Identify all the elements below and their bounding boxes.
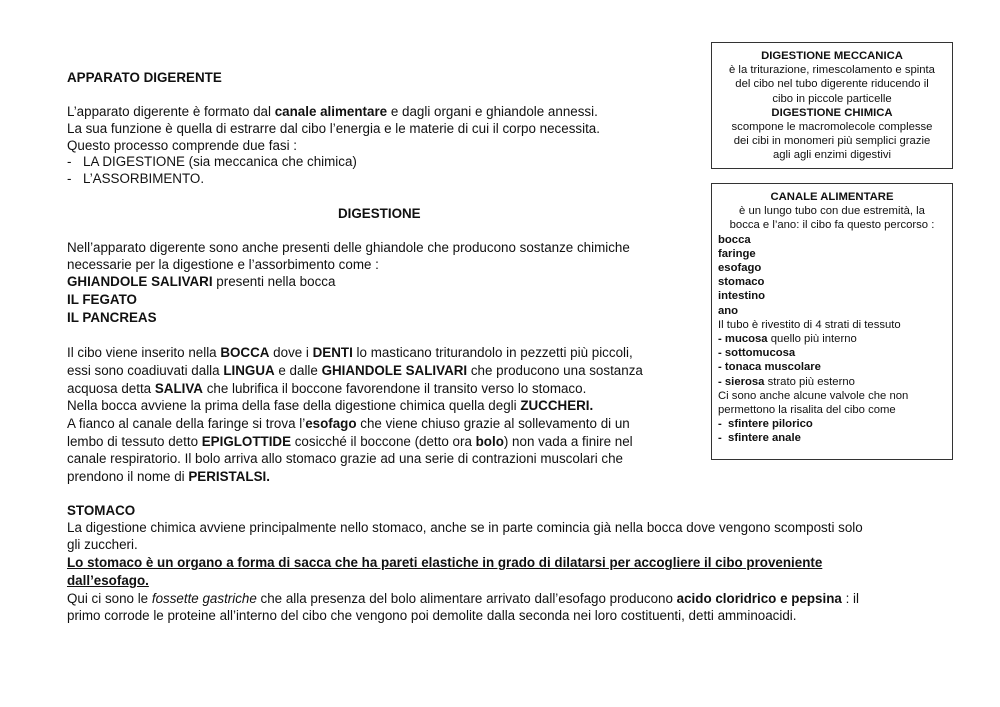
list-item: - LA DIGESTIONE (sia meccanica che chimica): [67, 154, 357, 169]
para-phases: Questo processo comprende due fasi :: [67, 138, 298, 153]
box-line: Ci sono anche alcune valvole che non: [718, 389, 909, 402]
stomaco-underlined: Lo stomaco è un organo a forma di sacca che ha pareti elastiche in grado di dilatarsi per accogliere il cibo proveniente: [67, 555, 823, 570]
stomaco-line: La digestione chimica avviene principalmente nello stomaco, anche se in parte comincia già nella bocca dove vengono scomposti solo: [67, 520, 863, 535]
organ-item: ano: [718, 304, 739, 317]
list-item: - L’ASSORBIMENTO.: [67, 171, 205, 186]
box-title: CANALE ALIMENTARE: [770, 191, 894, 203]
stomaco-line: gli zuccheri.: [67, 537, 138, 552]
box-title: DIGESTIONE CHIMICA: [771, 106, 893, 119]
organ-item: esofago: [718, 262, 762, 275]
box-canale-alimentare: [711, 183, 953, 460]
box-line: cibo in piccole particelle: [772, 92, 892, 105]
para-glands-1: Nell’apparato digerente sono anche presenti delle ghiandole che producono sostanze chimiche: [67, 240, 630, 255]
para-glands-2: necessarie per la digestione e l’assorbimento come :: [67, 257, 379, 272]
layer-item: - mucosa quello più interno: [718, 333, 857, 346]
box-digestione-types: [711, 42, 953, 169]
organ-item: bocca: [718, 233, 751, 246]
stomaco-underlined: dall’esofago.: [67, 573, 149, 588]
para-intro: L’apparato digerente è formato dal canale alimentare e dagli organi e ghiandole annessi.: [67, 104, 598, 119]
box-title: DIGESTIONE MECCANICA: [761, 50, 903, 62]
layer-item: - sierosa strato più esterno: [718, 375, 855, 388]
box-line: permettono la risalita del cibo come: [718, 404, 896, 417]
organ-item: intestino: [718, 290, 766, 303]
stomaco-line: Qui ci sono le fossette gastriche che alla presenza del bolo alimentare arrivato dall’esofago producono acido cloridrico e pepsina : il: [67, 591, 859, 606]
bocca-line: A fianco al canale della faringe si trova l’esofago che viene chiuso grazie al sollevamento di un: [67, 416, 630, 431]
bocca-line: lembo di tessuto detto EPIGLOTTIDE cosicché il boccone (detto ora bolo) non vada a finire nel: [67, 434, 633, 449]
layer-item: - sottomucosa: [718, 347, 796, 360]
title-digestione: DIGESTIONE: [338, 206, 421, 221]
box-line: dei cibi in monomeri più semplici grazie: [733, 135, 931, 148]
box-line: è un lungo tubo con due estremità, la: [739, 205, 925, 218]
gland-fegato: IL FEGATO: [67, 292, 137, 307]
bocca-line: canale respiratorio. Il bolo arriva allo stomaco grazie ad una serie di contrazioni muscolari che: [67, 451, 623, 466]
organ-item: stomaco: [718, 276, 765, 289]
bocca-line: Il cibo viene inserito nella BOCCA dove i DENTI lo masticano triturandolo in pezzetti più piccoli,: [67, 345, 633, 360]
layer-item: - tonaca muscolare: [718, 361, 821, 374]
title-stomaco: STOMACO: [67, 503, 136, 518]
bocca-line: prendono il nome di PERISTALSI.: [67, 469, 270, 484]
box-line: agli agli enzimi digestivi: [772, 149, 892, 162]
bocca-line: acquosa detta SALIVA che lubrifica il boccone favorendone il transito verso lo stomaco.: [67, 381, 587, 396]
box-line: scompone le macromolecole complesse: [731, 121, 933, 134]
bocca-line: essi sono coadiuvati dalla LINGUA e dalle GHIANDOLE SALIVARI che producono una sostanza: [67, 363, 643, 378]
stomaco-line: primo corrode le proteine all’interno del cibo che vengono poi demolite dalla seconda nei loro costituenti, detti amminoacidi.: [67, 608, 797, 623]
para-function: La sua funzione è quella di estrarre dal cibo l’energia e le materie di cui il corpo necessita.: [67, 121, 600, 136]
gland-salivari: GHIANDOLE SALIVARI presenti nella bocca: [67, 274, 336, 289]
valve-item: - sfintere anale: [718, 432, 801, 445]
box-line: Il tubo è rivestito di 4 strati di tessuto: [718, 318, 901, 331]
bocca-line: Nella bocca avviene la prima della fase della digestione chimica quella degli ZUCCHERI.: [67, 398, 594, 413]
title-apparato: APPARATO DIGERENTE: [67, 70, 222, 85]
organ-item: faringe: [718, 247, 756, 260]
valve-item: - sfintere pilorico: [718, 418, 813, 431]
gland-pancreas: IL PANCREAS: [67, 310, 157, 325]
box-line: bocca e l’ano: il cibo fa questo percorso :: [729, 219, 935, 232]
box-line: è la triturazione, rimescolamento e spinta: [729, 64, 935, 77]
box-line: del cibo nel tubo digerente riducendo il: [735, 78, 929, 91]
